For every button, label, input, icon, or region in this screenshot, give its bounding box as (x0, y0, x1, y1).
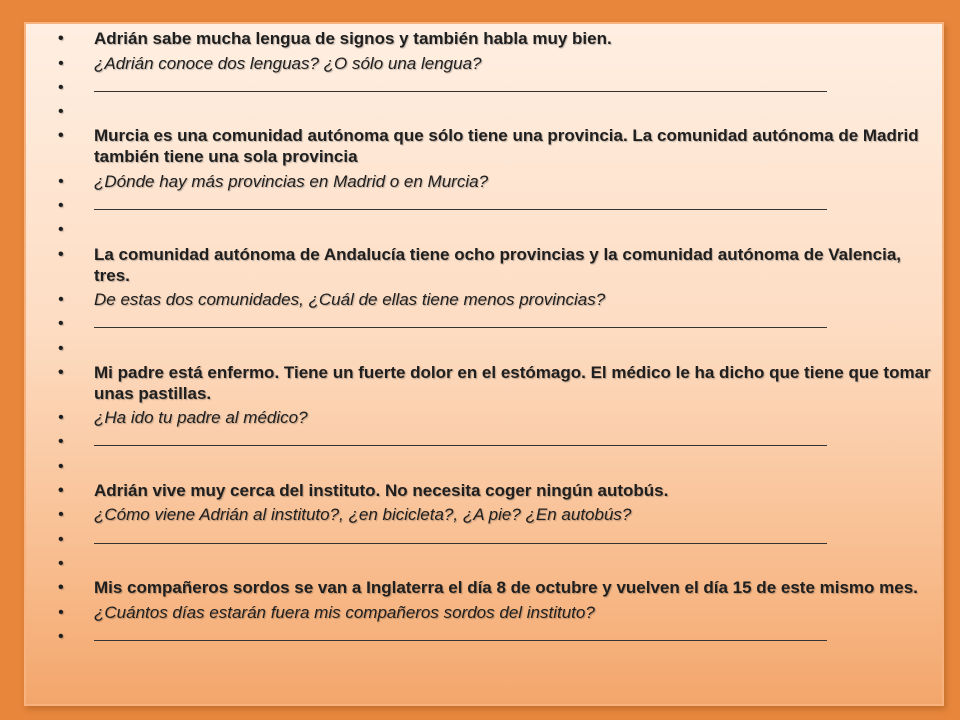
statement-2: • Murcia es una comunidad autónoma que sólo tiene una provincia. La comunidad autónoma de Madrid también tiene una sola provincia (54, 125, 934, 167)
answer-underline (94, 195, 827, 210)
answer-underline (94, 529, 827, 544)
content-panel (24, 22, 944, 706)
statement-5: • Adrián vive muy cerca del instituto. No necesita coger ningún autobús. (54, 480, 934, 501)
answer-underline (94, 626, 827, 641)
blank-bullet (54, 101, 934, 122)
blank-bullet (54, 338, 934, 359)
blank-bullet (54, 219, 934, 240)
statement-3: • La comunidad autónoma de Andalucía tiene ocho provincias y la comunidad autónoma de Valencia, tres. (54, 244, 934, 286)
answer-line-2[interactable] (54, 195, 934, 216)
answer-line-5[interactable] (54, 529, 934, 550)
answer-underline (94, 431, 827, 446)
answer-line-6[interactable] (54, 626, 934, 647)
statement-1: • Adrián sabe mucha lengua de signos y también habla muy bien. (54, 28, 934, 49)
answer-line-4[interactable] (54, 431, 934, 452)
answer-underline (94, 313, 827, 328)
question-5: • ¿Cómo viene Adrián al instituto?, ¿en bicicleta?, ¿A pie? ¿En autobús? (54, 504, 934, 525)
statement-6: • Mis compañeros sordos se van a Inglaterra el día 8 de octubre y vuelven el día 15 de este mismo mes. (54, 577, 934, 598)
exercise-list (54, 25, 934, 647)
question-4: • ¿Ha ido tu padre al médico? (54, 407, 934, 428)
answer-line-1[interactable] (54, 77, 934, 98)
answer-line-3[interactable] (54, 313, 934, 334)
statement-4: • Mi padre está enfermo. Tiene un fuerte dolor en el estómago. El médico le ha dicho que tiene que tomar unas pastillas. (54, 362, 934, 404)
question-6: • ¿Cuántos días estarán fuera mis compañeros sordos del instituto? (54, 602, 934, 623)
question-2: • ¿Dónde hay más provincias en Madrid o en Murcia? (54, 171, 934, 192)
blank-bullet (54, 553, 934, 574)
blank-bullet (54, 456, 934, 477)
question-1: • ¿Adrián conoce dos lenguas? ¿O sólo una lengua? (54, 53, 934, 74)
answer-underline (94, 77, 827, 92)
question-3: • De estas dos comunidades, ¿Cuál de ellas tiene menos provincias? (54, 289, 934, 310)
